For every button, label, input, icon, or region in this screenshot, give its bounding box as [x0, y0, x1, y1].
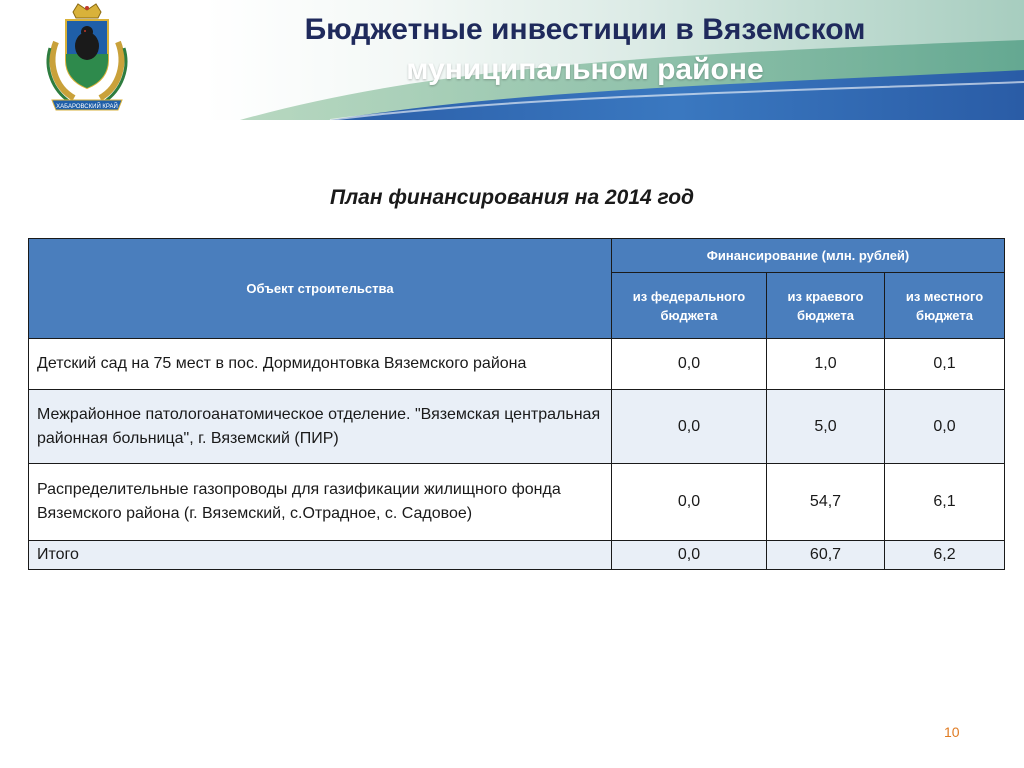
table-row-total [29, 541, 1005, 570]
page-title-line-1: Бюджетные инвестиции в Вяземском [304, 13, 866, 46]
row-federal: 0,0 [612, 339, 767, 390]
row-federal: 0,0 [612, 541, 767, 570]
khabarovsk-krai-coat-of-arms-icon [40, 2, 135, 114]
row-object: Межрайонное патологоанатомическое отделение. "Вяземская центральная районная больница", г. Вяземский (ПИР) [29, 390, 612, 464]
slide-header [0, 0, 1024, 120]
row-regional: 1,0 [767, 339, 885, 390]
table-row [29, 339, 1005, 390]
row-object: Детский сад на 75 мест в пос. Дормидонтовка Вяземского района [29, 339, 612, 390]
table-row [29, 464, 1005, 541]
header-federal: из федерального бюджета [612, 273, 767, 339]
row-local: 0,0 [885, 390, 1005, 464]
page-title-line-2: муниципальном районе [406, 53, 764, 86]
page-number: 10 [944, 724, 960, 740]
financing-table [28, 238, 1005, 570]
row-regional: 60,7 [767, 541, 885, 570]
row-regional: 54,7 [767, 464, 885, 541]
row-local: 0,1 [885, 339, 1005, 390]
row-local: 6,2 [885, 541, 1005, 570]
header-object: Объект строительства [29, 239, 612, 339]
row-object: Итого [29, 541, 612, 570]
header-financing-group: Финансирование (млн. рублей) [612, 239, 1005, 273]
row-regional: 5,0 [767, 390, 885, 464]
header-regional: из краевого бюджета [767, 273, 885, 339]
table-row [29, 390, 1005, 464]
row-object: Распределительные газопроводы для газификации жилищного фонда Вяземского района (г. Вяземский, с.Отрадное, с. Садовое) [29, 464, 612, 541]
emblem-ribbon-text: ХАБАРОВСКИЙ КРАЙ [56, 104, 118, 110]
row-federal: 0,0 [612, 390, 767, 464]
row-local: 6,1 [885, 464, 1005, 541]
header-local: из местного бюджета [885, 273, 1005, 339]
row-federal: 0,0 [612, 464, 767, 541]
plan-subtitle: План финансирования на 2014 год [329, 186, 695, 209]
page-title [170, 10, 1000, 90]
